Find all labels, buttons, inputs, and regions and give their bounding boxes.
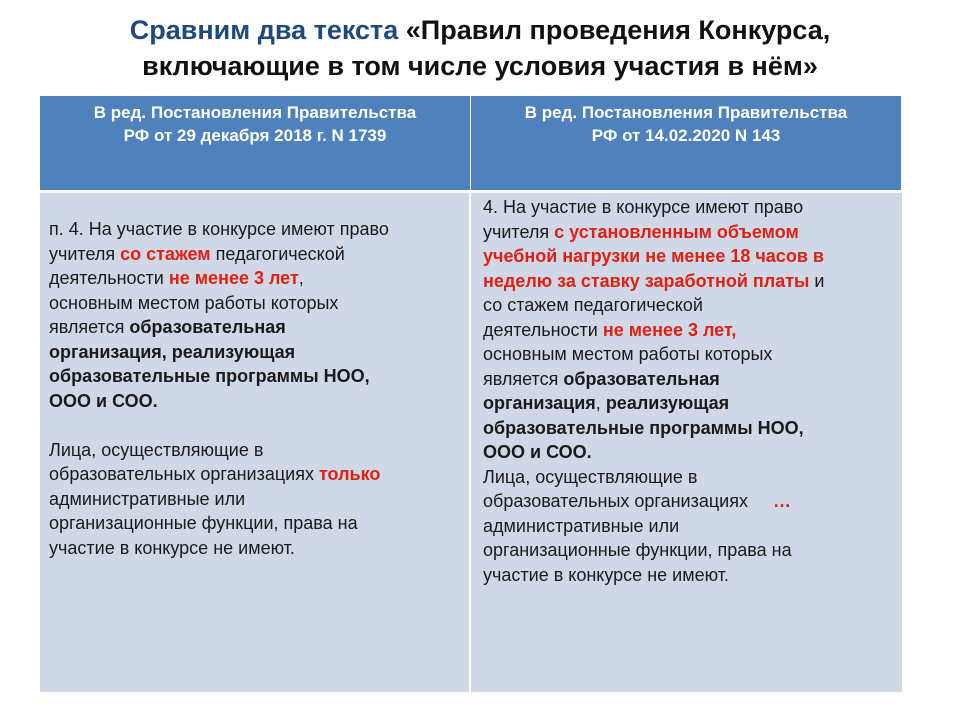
bold-text: организация <box>483 393 596 413</box>
text-line <box>483 220 892 245</box>
text-2018 <box>40 190 471 692</box>
bold-text: реализующая <box>605 393 730 413</box>
highlight-text: не менее 3 лет <box>168 268 299 288</box>
highlight-text: с установленным объемом <box>554 221 799 242</box>
highlight-text: учебной нагрузки не менее 18 часов в <box>483 246 824 266</box>
header-2020 <box>471 96 902 190</box>
paragraph-gap <box>49 413 459 438</box>
text-run: педагогической <box>210 243 345 264</box>
text-line: участие в конкурсе не имеют. <box>49 537 295 558</box>
text-line <box>483 318 892 343</box>
text-run: является <box>483 368 564 389</box>
text-line <box>483 391 892 416</box>
text-line <box>49 266 459 291</box>
header-2018 <box>40 96 471 190</box>
text-line: основным местом работы которых <box>483 344 773 364</box>
text-line: организация, реализующая <box>49 341 296 362</box>
text-line <box>49 242 459 267</box>
text-line: 4. На участие в конкурсе имеют право <box>483 197 804 217</box>
text-run: и <box>809 270 825 291</box>
text-run: образовательных организациях <box>49 464 319 484</box>
text-line <box>483 269 892 294</box>
bold-text: образовательная <box>129 317 286 337</box>
text-line: Лица, осуществляющие в <box>49 439 264 460</box>
text-line: Лица, осуществляющие в <box>483 466 698 487</box>
text-run: образовательных организациях <box>483 491 773 511</box>
highlight-text: со стажем <box>120 243 211 264</box>
text-line: п. 4. На участие в конкурсе имеют право <box>49 219 389 239</box>
text-run: , <box>298 268 304 288</box>
comparison-table <box>40 96 902 692</box>
highlight-text: неделю за ставку заработной платы <box>483 270 810 291</box>
text-2020 <box>471 190 902 692</box>
ellipsis-mark: … <box>772 491 791 511</box>
title-line-2: включающие в том числе условия участия в нём» <box>142 51 818 81</box>
text-run: учителя <box>49 243 121 264</box>
header-2018-line-1: В ред. Постановления Правительства <box>93 103 417 122</box>
text-line: организационные функции, права на <box>483 540 792 560</box>
text-line: ООО и СОО. <box>49 390 158 411</box>
text-line: образовательные программы НОО, <box>49 366 370 386</box>
text-line <box>49 462 459 487</box>
text-run: является <box>49 317 130 337</box>
text-line: со стажем педагогической <box>483 295 703 315</box>
text-run: деятельности <box>483 319 603 340</box>
text-run: , <box>595 393 606 413</box>
text-line: административные или <box>483 515 680 536</box>
header-2018-line-2: РФ от 29 декабря 2018 г. N 1739 <box>123 126 387 145</box>
text-line: участие в конкурсе не имеют. <box>483 564 729 585</box>
title-rest: «Правил проведения Конкурса, <box>405 15 831 45</box>
text-line <box>483 367 892 392</box>
highlight-text: не менее 3 лет <box>602 319 732 340</box>
header-2020-line-2: РФ от 14.02.2020 N 143 <box>591 126 781 145</box>
text-line <box>49 315 459 340</box>
text-run: деятельности <box>49 268 169 288</box>
text-line: образовательные программы НОО, <box>483 417 804 438</box>
bold-text: образовательная <box>563 368 720 389</box>
text-line: административные или <box>49 488 246 509</box>
text-line: организационные функции, права на <box>49 513 358 533</box>
highlight-text: только <box>318 464 381 484</box>
highlight-comma: , <box>731 319 737 340</box>
text-run: учителя <box>483 221 555 242</box>
header-2020-line-1: В ред. Постановления Правительства <box>524 103 848 122</box>
text-line: ООО и СОО. <box>483 442 592 462</box>
text-line <box>483 489 892 514</box>
title-line-1 <box>0 12 960 48</box>
title-accent: Сравним два текста <box>129 15 406 45</box>
slide-title <box>0 12 960 84</box>
text-line: основным местом работы которых <box>49 292 339 313</box>
